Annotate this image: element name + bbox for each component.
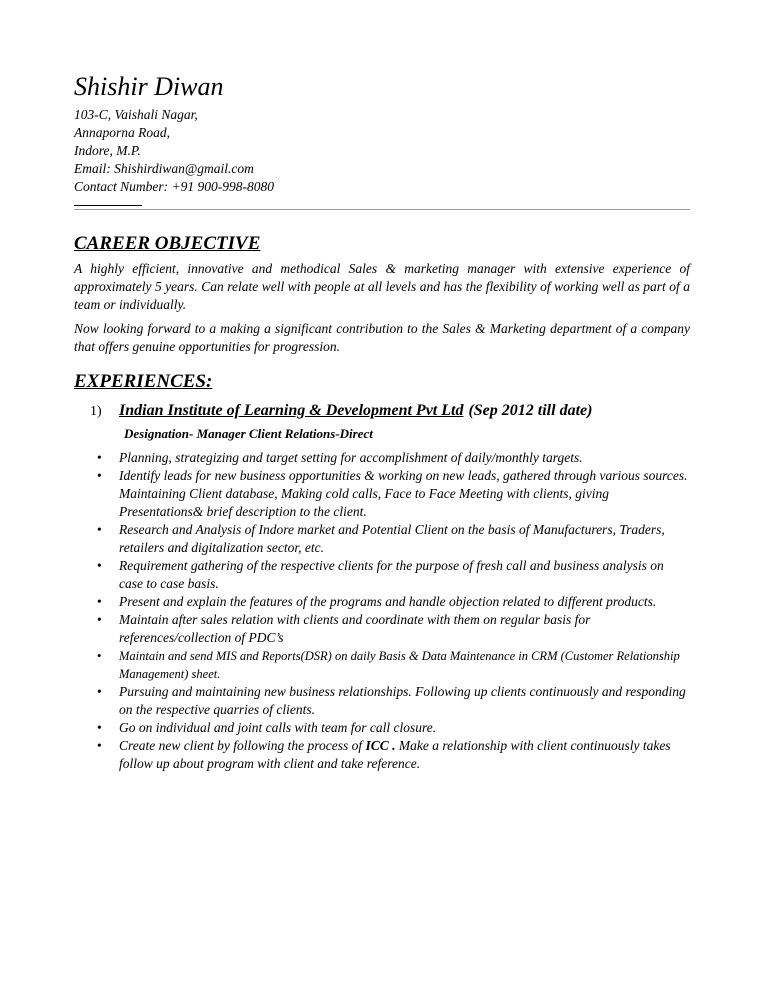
list-item [74,467,690,521]
bullet-icon: • [97,720,102,735]
list-item-text: Present and explain the features of the programs and handle objection related to different products. [119,594,657,609]
list-item [74,611,690,647]
bullet-icon: • [97,684,102,699]
email-line: Email: Shishirdiwan@gmail.com [74,161,254,176]
list-item [74,719,690,737]
list-item-text: Planning, strategizing and target setting for accomplishment of daily/monthly targets. [119,450,583,465]
objective-paragraph-1: A highly efficient, innovative and methodical Sales & marketing manager with extensive experience of approximately 5 years. Can relate well with people at all levels and has the flexibility of working well as part of a team or individually. [74,261,690,312]
bullet-icon: • [97,612,102,627]
list-item-text: Pursuing and maintaining new business relationships. Following up clients continuously and responding on the respective quarries of clients. [119,684,686,717]
list-item-text: Go on individual and joint calls with team for call closure. [119,720,437,735]
bullet-icon: • [97,522,102,537]
list-item-text-start: Create new client by following the process of [119,738,366,753]
bullet-icon: • [97,558,102,573]
candidate-name: Shishir Diwan [74,72,224,101]
job-dates: (Sep 2012 till date) [468,402,593,419]
company-name: Indian Institute of Learning & Development Pvt Ltd [119,402,464,419]
list-item [74,683,690,719]
address-line-1: 103-C, Vaishali Nagar, [74,107,198,122]
objective-paragraph-2: Now looking forward to a making a significant contribution to the Sales & Marketing department of a company that offers genuine opportunities for progression. [74,321,690,354]
list-item [74,593,690,611]
list-item [74,647,690,683]
list-item-text: Requirement gathering of the respective clients for the purpose of fresh call and business analysis on case to case basis. [119,558,664,591]
short-rule [74,205,142,206]
bullet-icon: • [97,468,102,483]
contact-number-line: Contact Number: +91 900-998-8080 [74,179,274,194]
experiences-heading [74,370,690,394]
list-item [74,449,690,467]
list-item-text: Maintain and send MIS and Reports(DSR) on daily Basis & Data Maintenance in CRM (Customer Relationship Management) sheet. [119,649,680,681]
job-number: 1) [90,404,102,419]
bullet-icon: • [97,450,102,465]
career-objective-heading: CAREER OBJECTIVE [74,233,261,254]
list-item [74,521,690,557]
bullet-icon: • [97,738,102,753]
header-divider [74,200,690,212]
long-rule [74,209,690,210]
resume-page [74,72,690,773]
bullet-icon: • [97,594,102,609]
address-line-3: Indore, M.P. [74,143,141,158]
list-item-text: Maintain after sales relation with clients and coordinate with them on regular basis for references/collection of PDC’s [119,612,591,645]
list-item [74,737,690,773]
responsibility-list [74,449,690,773]
job-header [90,400,690,423]
experiences-heading-text: EXPERIENCES: [74,371,213,392]
list-item-text: Research and Analysis of Indore market and Potential Client on the basis of Manufacturers, Traders, retailers and digitalization sector, etc. [119,522,665,555]
bullet-icon: • [97,649,102,663]
job-designation: Designation- Manager Client Relations-Direct [124,426,373,441]
contact-block [74,106,690,196]
address-line-2: Annaporna Road, [74,125,170,140]
list-item [74,557,690,593]
icc-term: ICC . [365,738,396,753]
list-item-text: Identify leads for new business opportunities & working on new leads, gathered through various sources. Maintaining Client database, Making cold calls, Face to Face Meeting with clients, giving Presentations& brief description to the client. [119,468,688,519]
list-item-text-end: Make a relationship with client continuously takes follow up about program with client and take reference. [119,738,671,771]
